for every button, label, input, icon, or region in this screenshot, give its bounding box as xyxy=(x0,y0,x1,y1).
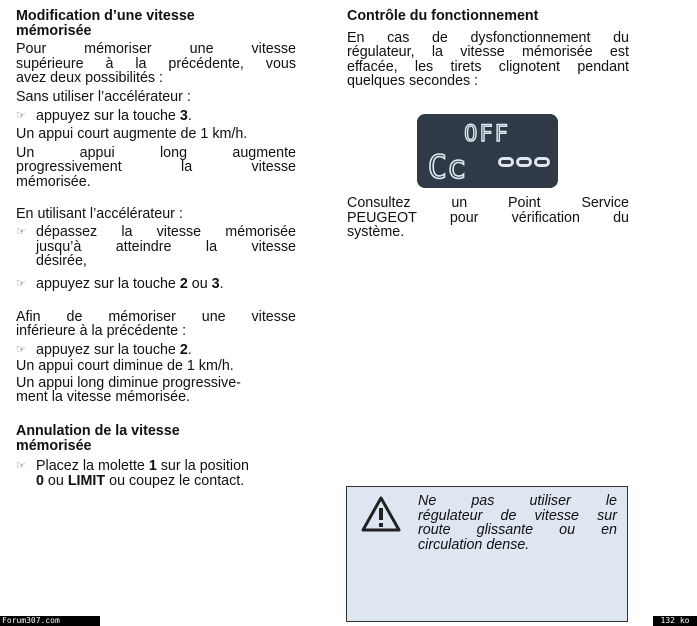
intro-line: avez deux possibilités : xyxy=(16,70,164,87)
section-title-control: Contrôle du fonctionnement xyxy=(347,8,539,24)
long-press-up: mémorisée. xyxy=(16,173,91,190)
display-cc-text: Cc xyxy=(427,148,467,186)
control-line: effacée, les tirets clignotent pendant xyxy=(347,58,629,75)
long-press-down: Un appui long diminue progressive- xyxy=(16,374,241,391)
warning-triangle-icon xyxy=(361,496,401,532)
pointing-hand-icon: ☞ xyxy=(16,226,26,239)
lcd-segments xyxy=(417,114,558,188)
lower-speed-line: Afin de mémoriser une vitesse xyxy=(16,308,296,325)
long-press-up: Un appui long augmente xyxy=(16,144,296,161)
control-line: quelques secondes : xyxy=(347,73,479,90)
control-line: En cas de dysfonctionnement du xyxy=(347,29,629,46)
subheading-without-accelerator: Sans utiliser l’accélérateur : xyxy=(16,88,191,105)
short-press-down: Un appui court diminue de 1 km/h. xyxy=(16,358,234,375)
short-press-up: Un appui court augmente de 1 km/h. xyxy=(16,126,248,143)
consult-line: système. xyxy=(347,224,405,241)
warning-text: Ne pas utiliser le régulateur de vitesse sur route glissante ou en circulation dense. xyxy=(418,493,617,553)
consult-line: PEUGEOT pour vérification du xyxy=(347,209,629,226)
consult-line: Consultez un Point Service xyxy=(347,195,629,211)
long-press-up: progressivement la vitesse xyxy=(16,159,296,176)
flashing-dashes-icon xyxy=(498,157,550,167)
section-title-cancel: Annulation de la vitesse mémorisée xyxy=(16,423,180,454)
source-label: Forum307.com xyxy=(0,616,100,626)
pointing-hand-icon: ☞ xyxy=(16,460,26,473)
file-size-label: 132 ko xyxy=(653,616,697,626)
pointing-hand-icon: ☞ xyxy=(16,109,26,122)
list-item: ☞ Placez la molette 1 sur la position 0 ou LIMIT ou coupez le contact. xyxy=(16,458,249,489)
left-column xyxy=(16,9,296,488)
warning-box xyxy=(346,486,628,622)
lower-speed-line: inférieure à la précédente : xyxy=(16,323,187,340)
list-item: ☞ appuyez sur la touche 2 ou 3. xyxy=(16,275,224,292)
right-column xyxy=(347,9,629,89)
list-item: ☞ appuyez sur la touche 3. xyxy=(16,107,192,124)
pointing-hand-icon: ☞ xyxy=(16,343,26,356)
control-line: régulateur, la vitesse mémorisée est xyxy=(347,44,629,61)
long-press-down: ment la vitesse mémorisée. xyxy=(16,389,191,406)
list-item: ☞ dépassez la vitesse mémorisée jusqu’à atteindre la vitesse désirée, xyxy=(16,224,296,270)
consult-block xyxy=(347,196,629,240)
subheading-with-accelerator: En utilisant l’accélérateur : xyxy=(16,205,183,222)
list-item: ☞ appuyez sur la touche 2. xyxy=(16,341,192,358)
pointing-hand-icon: ☞ xyxy=(16,277,26,290)
intro-line: supérieure à la précédente, vous xyxy=(16,55,296,72)
section-title-modification: Modification d’une vitesse mémorisée xyxy=(16,8,195,39)
cruise-control-display xyxy=(417,114,558,188)
display-off-text: OFF xyxy=(464,122,510,147)
intro-line: Pour mémoriser une vitesse xyxy=(16,41,296,58)
